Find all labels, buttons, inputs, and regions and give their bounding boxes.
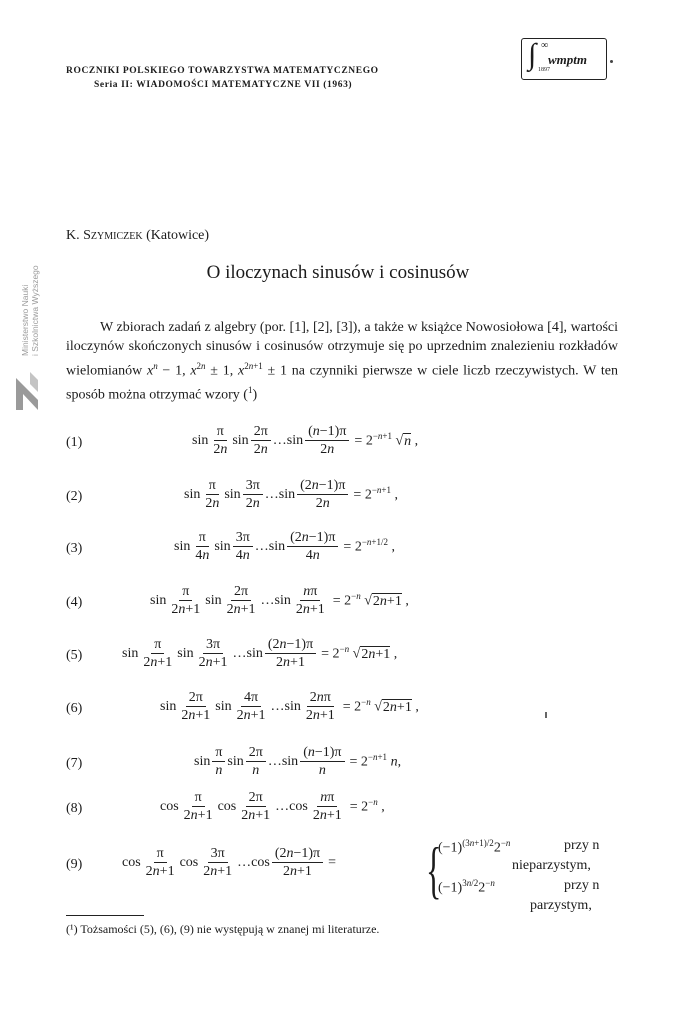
case2-expression: $(-1)^{3n/2}2^{-n}$	[438, 878, 495, 896]
fraction: $\frac{2n\pi}{2n+1}$	[305, 690, 335, 723]
integral-symbol: ∫	[528, 38, 537, 71]
case1-condition: przy n	[564, 838, 600, 853]
author-affiliation: (Katowice)	[142, 228, 210, 243]
footnote-rule	[66, 915, 144, 916]
author-initial: K.	[66, 228, 84, 243]
equation-row	[0, 584, 676, 624]
fraction: $\frac{3\pi}{2n}$	[243, 478, 263, 511]
fraction: $\frac{2\pi}{2n+1}$	[181, 690, 211, 723]
intro-paragraph: W zbiorach zadań z algebry (por. [1], [2], [3]), a także w książce Nowosiołowa [4], wartości iloczynów skończonych sinusów i cosinusów otrzymuje się po uprzednim znalezieniu rozkładów wielomianów $x^n - 1$, $x^{2n} \pm 1$, $x^{2n+1} \pm 1$ na czynniki pierwsze w ciele liczb rzeczywistych. W ten sposób można otrzymać wzory ($^1$)	[66, 320, 618, 403]
fraction: $\frac{3\pi}{2n+1}$	[198, 637, 228, 670]
case1-expression: $(-1)^{(3n+1)/2}2^{-n}$	[438, 838, 511, 856]
equation-rhs: = $2^{-n}$ √2n+1 ,	[321, 644, 398, 662]
equation-rhs: = $2^{-n+1/2}$ ,	[343, 537, 395, 555]
equation-rhs: = $2^{-n}$ √2n+1 ,	[342, 697, 419, 715]
equation-row	[0, 637, 676, 677]
fraction: $\frac{2\pi}{2n+1}$	[226, 584, 256, 617]
logo-year: 1897	[538, 67, 550, 73]
fraction: $\frac{2\pi}{2n}$	[251, 424, 271, 457]
equation-number: (8)	[66, 801, 83, 816]
print-mark	[545, 712, 547, 718]
infinity-symbol: ∞	[541, 40, 549, 51]
print-mark	[610, 60, 613, 63]
fraction: $\frac{2\pi}{n}$	[246, 745, 266, 778]
equation-number: (3)	[66, 541, 83, 556]
equation-row	[0, 790, 676, 830]
fraction: $\frac{\pi}{2n+1}$	[145, 846, 175, 879]
equation-number: (9)	[66, 857, 83, 872]
equation-formula: sin $\frac{2\pi}{2n+1}$ sin $\frac{4\pi}{2n+1}$ …sin $\frac{2n\pi}{2n+1}$ = $2^{-n}$ √2n+1 ,	[160, 690, 419, 723]
fraction: $\frac{n\pi}{2n+1}$	[312, 790, 342, 823]
equation-rhs: = $2^{-n}$ ,	[349, 797, 385, 815]
equation-number: (5)	[66, 648, 83, 663]
equation-number: (7)	[66, 756, 83, 771]
case2-parity: parzystym,	[530, 898, 592, 913]
equation-number: (2)	[66, 489, 83, 504]
fraction: $\frac{(n-1)\pi}{n}$	[300, 745, 344, 778]
case2-condition: przy n	[564, 878, 600, 893]
equation-row	[0, 478, 676, 518]
equation-rhs: = $2^{-n}$ √2n+1 ,	[332, 591, 409, 609]
equation-number: (1)	[66, 435, 83, 450]
equation-formula: sin $\frac{\pi}{2n+1}$ sin $\frac{2\pi}{2n+1}$ …sin $\frac{n\pi}{2n+1}$ = $2^{-n}$ √2n+1 ,	[150, 584, 409, 617]
equation-formula: sin $\frac{\pi}{2n+1}$ sin $\frac{3\pi}{2n+1}$ …sin $\frac{(2n-1)\pi}{2n+1}$ = $2^{-n}$ √2n+1 ,	[122, 637, 398, 670]
equation-9-cases	[426, 836, 626, 916]
equation-formula: sin $\frac{\pi}{n}$ sin $\frac{2\pi}{n}$ …sin $\frac{(n-1)\pi}{n}$ = $2^{-n+1}$ n,	[194, 745, 402, 778]
journal-header-line1: ROCZNIKI POLSKIEGO TOWARZYSTWA MATEMATYCZNEGO	[66, 66, 379, 76]
fraction: $\frac{\pi}{2n+1}$	[171, 584, 201, 617]
equation-formula: cos $\frac{\pi}{2n+1}$ cos $\frac{2\pi}{2n+1}$ …cos $\frac{n\pi}{2n+1}$ = $2^{-n}$ ,	[160, 790, 385, 823]
case1-parity: nieparzystym,	[512, 858, 591, 873]
fraction: $\frac{2\pi}{2n+1}$	[241, 790, 271, 823]
logo-text: wmptm	[548, 52, 588, 67]
fraction: $\frac{n\pi}{2n+1}$	[295, 584, 325, 617]
fraction: $\frac{\pi}{n}$	[212, 745, 225, 778]
fraction: $\frac{(2n-1)\pi}{4n}$	[287, 530, 338, 563]
equation-number: (4)	[66, 595, 83, 610]
equation-row	[0, 690, 676, 730]
fraction: $\frac{\pi}{2n+1}$	[183, 790, 213, 823]
equation-number: (6)	[66, 701, 83, 716]
equation-row	[0, 530, 676, 570]
fraction: $\frac{4\pi}{2n+1}$	[236, 690, 266, 723]
equation-row	[0, 745, 676, 785]
journal-header-line2: Seria II: WIADOMOŚCI MATEMATYCZNE VII (1963)	[94, 80, 353, 90]
equation-rhs: = $2^{-n+1}$ n,	[349, 752, 402, 770]
author-line	[66, 228, 209, 244]
fraction: $\frac{\pi}{2n+1}$	[143, 637, 173, 670]
fraction: $\frac{\pi}{2n}$	[205, 478, 220, 511]
left-brace-icon: {	[426, 834, 442, 905]
equation-formula: sin $\frac{\pi}{4n}$ sin $\frac{3\pi}{4n}$ …sin $\frac{(2n-1)\pi}{4n}$ = $2^{-n+1/2}$ ,	[174, 530, 395, 563]
ministry-logo-icon	[16, 372, 38, 410]
equation-row	[0, 424, 676, 464]
fraction: $\frac{(2n-1)\pi}{2n}$	[297, 478, 348, 511]
watermark-line1: Ministerstwo Nauki	[20, 284, 30, 356]
article-title: O iloczynach sinusów i cosinusów	[206, 262, 470, 283]
watermark-line2: i Szkolnictwa Wyższego	[30, 265, 40, 356]
fraction: $\frac{(2n-1)\pi}{2n+1}$	[265, 637, 316, 670]
footnote: (¹) Tożsamości (5), (6), (9) nie występują w znanej mi literaturze.	[66, 922, 380, 936]
equation-formula: sin $\frac{\pi}{2n}$ sin $\frac{3\pi}{2n}$ …sin $\frac{(2n-1)\pi}{2n}$ = $2^{-n+1}$ ,	[184, 478, 398, 511]
equation-formula: cos $\frac{\pi}{2n+1}$ cos $\frac{3\pi}{2n+1}$ …cos $\frac{(2n-1)\pi}{2n+1}$ =	[122, 846, 337, 879]
fraction: $\frac{3\pi}{4n}$	[233, 530, 253, 563]
publisher-logo	[521, 38, 607, 80]
author-surname: Szymiczek	[83, 228, 143, 243]
fraction: $\frac{\pi}{4n}$	[195, 530, 210, 563]
equation-formula: sin $\frac{\pi}{2n}$ sin $\frac{2\pi}{2n}$ …sin $\frac{(n-1)\pi}{2n}$ = $2^{-n+1}$ √n ,	[192, 424, 419, 457]
fraction: $\frac{(n-1)\pi}{2n}$	[305, 424, 349, 457]
fraction: $\frac{3\pi}{2n+1}$	[203, 846, 233, 879]
equation-rhs: = $2^{-n+1}$ √n ,	[354, 431, 419, 449]
equation-rhs: =	[328, 854, 337, 870]
fraction: $\frac{\pi}{2n}$	[213, 424, 228, 457]
fraction: $\frac{(2n-1)\pi}{2n+1}$	[272, 846, 323, 879]
equation-rhs: = $2^{-n+1}$ ,	[353, 485, 398, 503]
